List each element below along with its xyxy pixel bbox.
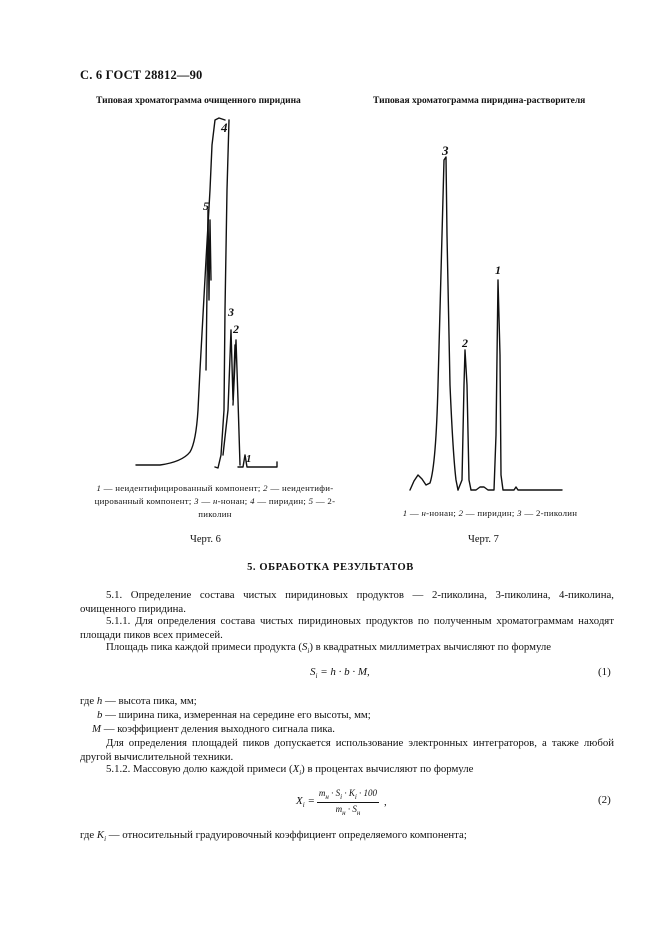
formula-2-fraction: $\frac{m_н \cdot S_i \cdot K_i \cdot 100}{m_н \cdot S_н}$ (318, 788, 378, 817)
figure6-label: Черт. 6 (190, 534, 221, 545)
figure7-caption: 1 — н-нонан; 2 — пиридин; 3 — 2-пиколин (402, 508, 578, 518)
fig6-peak-label-4: 4 (221, 120, 228, 135)
chromatogram-fig7 (400, 135, 570, 500)
fig7-trace-peak3 (410, 157, 458, 490)
section-title: 5. ОБРАБОТКА РЕЗУЛЬТАТОВ (247, 562, 414, 573)
figure6-title: Типовая хроматограмма очищенного пиридина (96, 96, 301, 106)
fig6-peak-label-1: 1 (246, 453, 252, 465)
paragraph-5-1-2: 5.1.2. Массовую долю каждой примеси $(X_i)$ в процентах вычисляют по формуле (106, 763, 474, 778)
fig7-trace-peak1 (471, 280, 562, 490)
formula-1-number: (1) (598, 666, 611, 678)
fig6-trace-main (136, 118, 225, 465)
fig6-peak-label-2: 2 (233, 322, 239, 336)
where-line-h: где h — высота пика, мм; (80, 695, 197, 707)
fig7-trace-peak2 (458, 350, 471, 490)
fig6-trace-peak5 (206, 210, 211, 370)
fig7-peak-label-1: 1 (495, 263, 501, 277)
figure7-title: Типовая хроматограмма пиридина-растворителя (373, 96, 586, 106)
fig6-trace-peak1 (238, 455, 277, 467)
fig7-peak-label-2: 2 (462, 336, 468, 350)
formula-2: $X_i$ = $\frac{m_н \cdot S_i \cdot K_i \cdot 100}{m_н \cdot S_н}$ , (296, 788, 387, 817)
chromatogram-fig6 (120, 110, 290, 480)
where-line-m: M — коэффициент деления выходного сигнала пика. (92, 723, 335, 735)
paragraph-5-1-1: 5.1.1. Для определения состава чистых пиридиновых продуктов по полученным хроматограммам находят площади пиков всех примесей. (80, 615, 614, 641)
fig6-peak-label-3: 3 (228, 305, 234, 319)
paragraph-integrators: Для определения площадей пиков допускается использование электронных интеграторов, а также любой другой вычислительной техники. (80, 737, 614, 763)
formula-2-number: (2) (598, 794, 611, 806)
where-line-b: b — ширина пика, измеренная на середине его высоты, мм; (97, 709, 371, 721)
where-line-k: где $K_i$ — относительный градуировочный коэффициент определяемого компонента; (80, 829, 467, 844)
page-header: С. 6 ГОСТ 28812—90 (80, 68, 203, 82)
figure6-caption: 1 — неидентифицированный компонент; 2 — неидентифи-цированный компонент; 3 — н-нонан; 4 — пиридин; 5 — 2-пиколин (94, 483, 336, 519)
figure7-label: Черт. 7 (468, 534, 499, 545)
paragraph-area: Площадь пика каждой примеси продукта $(S_i)$ в квадратных миллиметрах вычисляют по формуле (106, 641, 552, 656)
fig6-peak-label-5: 5 (203, 199, 209, 213)
fig7-peak-label-3: 3 (442, 143, 449, 158)
paragraph-5-1: 5.1. Определение состава чистых пиридиновых продуктов — 2-пиколина, 3-пиколина, 4-пиколина, очищенного пиридина. (80, 589, 614, 615)
formula-1: $S_i = h \cdot b \cdot M$, (310, 666, 370, 681)
